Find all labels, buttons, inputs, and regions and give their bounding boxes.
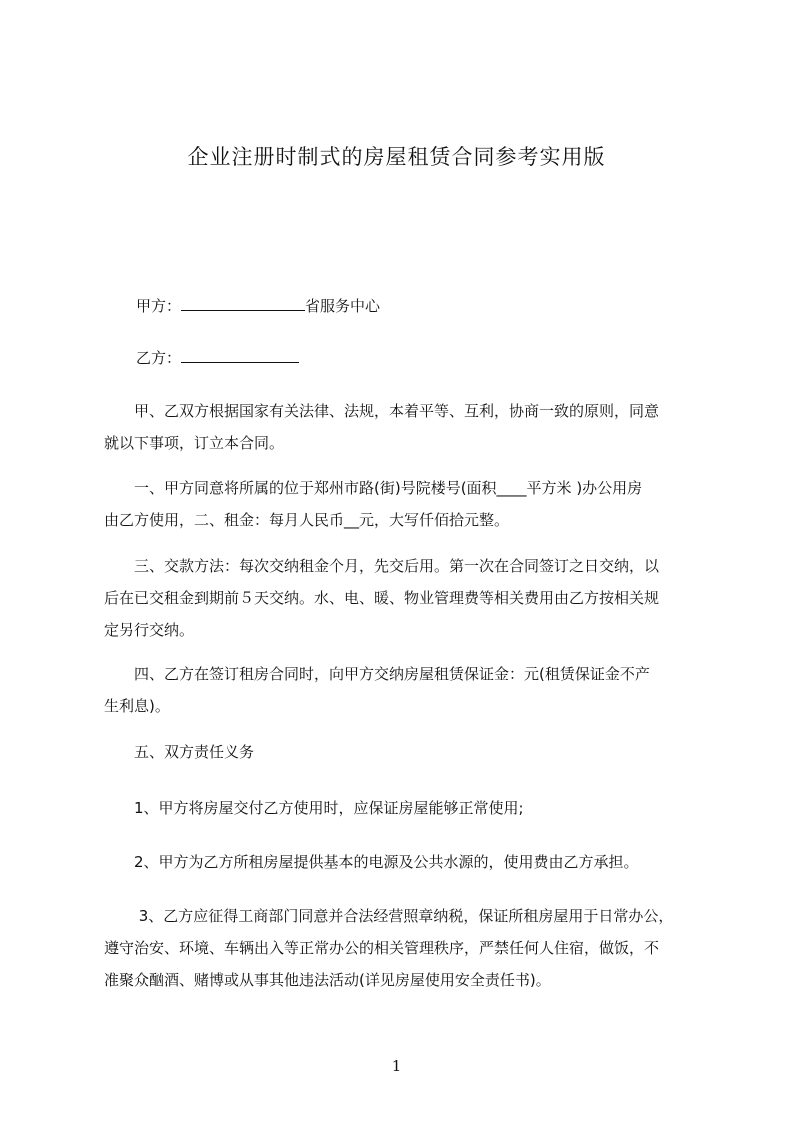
paragraph-clause-3 <box>104 550 704 646</box>
paragraph-clause-5-heading <box>104 736 704 768</box>
paragraph-line: 五、双方责任义务 <box>104 743 255 761</box>
paragraph-line: 三、交款方法：每次交纳租金个月，先交后用。第一次在合同签订之日交纳，以 <box>104 557 660 575</box>
party-b-label: 乙方： <box>136 349 182 367</box>
paragraph-clause-1-2 <box>104 472 704 536</box>
paragraph-line: 后在已交租金到期前５天交纳。水、电、暖、物业管理费等相关费用由乙方按相关规 <box>104 589 660 607</box>
paragraph-line: 1、甲方将房屋交付乙方使用时，应保证房屋能够正常使用; <box>104 799 524 817</box>
paragraph-line: 一、甲方同意将所属的位于郑州市路(街)号院楼号(面积____平方米 )办公用房 <box>104 479 643 497</box>
paragraph-item-3 <box>104 900 704 996</box>
paragraph-line: 遵守治安、环境、车辆出入等正常办公的相关管理秩序，严禁任何人住宿，做饭，不 <box>104 939 660 957</box>
party-b-blank <box>181 346 299 363</box>
party-a-blank <box>181 294 305 311</box>
party-b-field <box>136 346 299 368</box>
paragraph-line: 3、乙方应征得工商部门同意并合法经营照章纳税，保证所租房屋用于日常办公， <box>104 907 674 925</box>
paragraph-intro <box>104 395 704 459</box>
party-a-suffix: 省服务中心 <box>305 297 381 315</box>
party-a-field <box>136 294 380 316</box>
paragraph-item-2 <box>104 846 704 878</box>
paragraph-line: 准聚众酗酒、赌博或从事其他违法活动(详见房屋使用安全责任书)。 <box>104 971 551 989</box>
paragraph-line: 就以下事项，订立本合同。 <box>104 434 285 452</box>
paragraph-line: 四、乙方在签订租房合同时，向甲方交纳房屋租赁保证金：元(租赁保证金不产 <box>104 665 650 683</box>
paragraph-line: 由乙方使用，二、租金：每月人民币__元，大写仟佰拾元整。 <box>104 511 510 529</box>
paragraph-line: 生利息)。 <box>104 697 170 715</box>
paragraph-line: 2、甲方为乙方所租房屋提供基本的电源及公共水源的，使用费由乙方承担。 <box>104 853 639 871</box>
paragraph-clause-4 <box>104 658 704 722</box>
party-a-label: 甲方： <box>136 297 182 315</box>
page-number: 1 <box>391 1057 402 1075</box>
document-title: 企业注册时制式的房屋租赁合同参考实用版 <box>187 145 606 169</box>
paragraph-line: 定另行交纳。 <box>104 621 195 639</box>
paragraph-item-1 <box>104 792 704 824</box>
paragraph-line: 甲、乙双方根据国家有关法律、法规，本着平等、互利，协商一致的原则，同意 <box>104 402 660 420</box>
